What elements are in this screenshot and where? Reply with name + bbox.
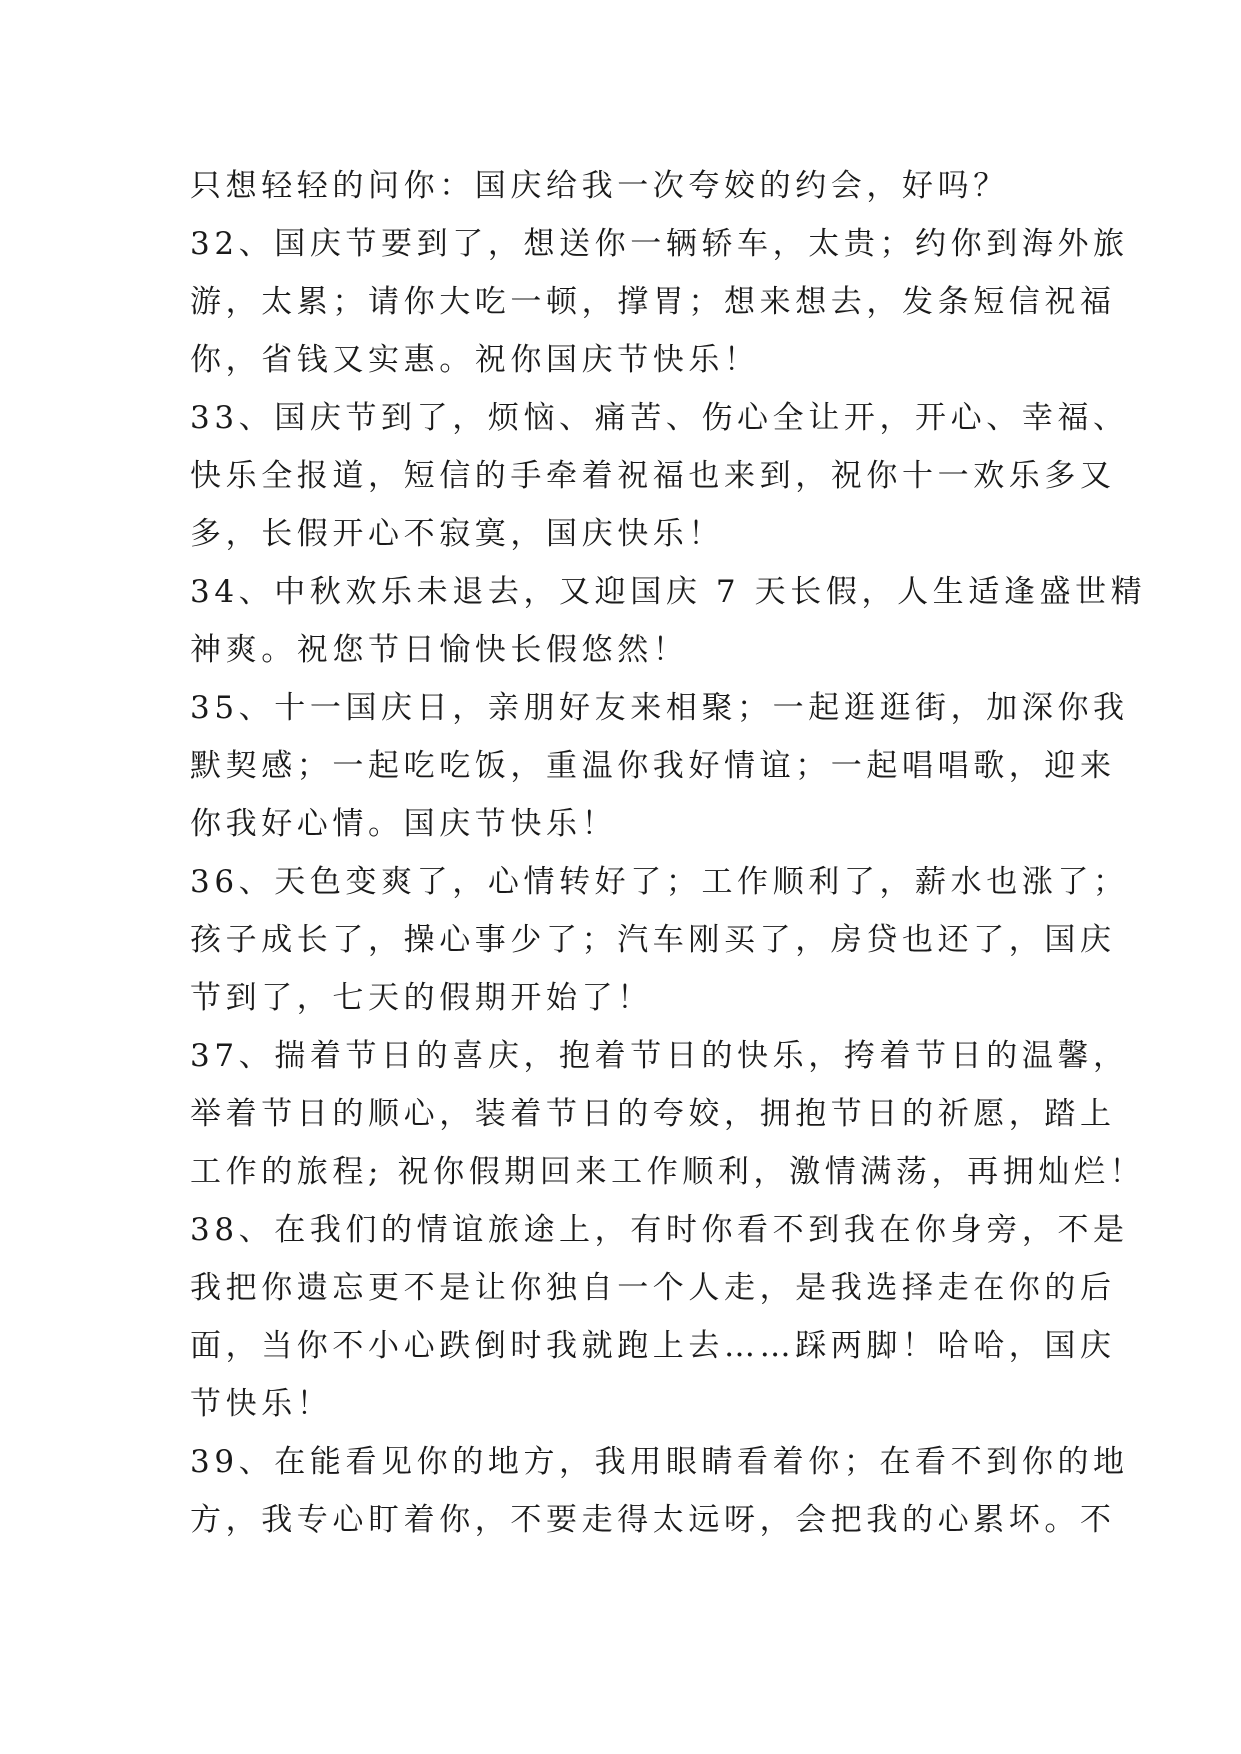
- text-line: 快乐全报道，短信的手牵着祝福也来到，祝你十一欢乐多又: [190, 458, 1116, 494]
- text-line: 37、揣着节日的喜庆，抱着节日的快乐，挎着节日的温馨，: [190, 1038, 1129, 1074]
- document-body: [190, 157, 1147, 1549]
- text-line: 33、国庆节到了，烦恼、痛苦、伤心全让开，开心、幸福、: [190, 400, 1129, 436]
- text-line: 工作的旅程; 祝你假期回来工作顺利，激情满荡，再拥灿烂！: [190, 1154, 1146, 1190]
- text-line: 只想轻轻的问你：国庆给我一次夸姣的约会，好吗？: [190, 168, 1009, 204]
- text-line: 多，长假开心不寂寞，国庆快乐！: [190, 516, 724, 552]
- text-line: 方，我专心盯着你，不要走得太远呀，会把我的心累坏。不: [190, 1502, 1116, 1538]
- text-line: 面，当你不小心跌倒时我就跑上去……踩两脚！哈哈，国庆: [190, 1328, 1116, 1364]
- text-line: 我把你遗忘更不是让你独自一个人走，是我选择走在你的后: [190, 1270, 1116, 1306]
- text-line: 神爽。祝您节日愉快长假悠然！: [190, 632, 689, 668]
- text-line: 节快乐！: [190, 1386, 333, 1422]
- text-line: 游，太累；请你大吃一顿，撑胃；想来想去，发条短信祝福: [190, 284, 1116, 320]
- text-line: 孩子成长了，操心事少了；汽车刚买了，房贷也还了，国庆: [190, 922, 1116, 958]
- text-line: 34、中秋欢乐未退去，又迎国庆 7 天长假，人生适逢盛世精: [190, 574, 1147, 610]
- text-line: 39、在能看见你的地方，我用眼睛看着你；在看不到你的地: [190, 1444, 1129, 1480]
- text-line: 35、十一国庆日，亲朋好友来相聚；一起逛逛街，加深你我: [190, 690, 1129, 726]
- text-line: 默契感；一起吃吃饭，重温你我好情谊；一起唱唱歌，迎来: [190, 748, 1116, 784]
- text-line: 你我好心情。国庆节快乐！: [190, 806, 618, 842]
- text-line: 举着节日的顺心，装着节日的夸姣，拥抱节日的祈愿，踏上: [190, 1096, 1116, 1132]
- text-line: 32、国庆节要到了，想送你一辆轿车，太贵；约你到海外旅: [190, 226, 1129, 262]
- text-line: 38、在我们的情谊旅途上，有时你看不到我在你身旁，不是: [190, 1212, 1129, 1248]
- text-line: 36、天色变爽了，心情转好了；工作顺利了，薪水也涨了；: [190, 864, 1129, 900]
- text-line: 节到了，七天的假期开始了！: [190, 980, 653, 1016]
- text-line: 你，省钱又实惠。祝你国庆节快乐！: [190, 342, 760, 378]
